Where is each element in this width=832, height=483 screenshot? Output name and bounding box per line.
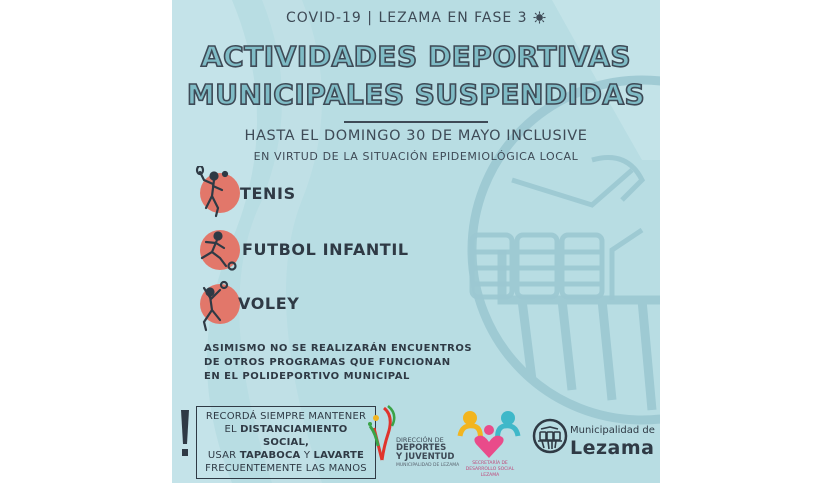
title-line-2: MUNICIPALES SUSPENDIDAS	[186, 78, 646, 111]
subtitle-secondary: EN VIRTUD DE LA SITUACIÓN EPIDEMIOLÓGICA LOCAL	[253, 150, 579, 163]
topline-text: COVID-19 | LEZAMA EN FASE 3	[285, 10, 528, 26]
deportes-juventud-logo-text: DIRECCIÓN DE DEPORTES Y JUVENTUD MUNICIPALIDAD DE LEZAMA	[396, 436, 460, 468]
tennis-player-icon	[194, 166, 234, 222]
activity-tenis-label: TENIS	[240, 184, 296, 203]
volleyball-player-icon	[194, 280, 234, 334]
title-divider	[344, 121, 488, 123]
desarrollo-social-logo-text: SECRETARÍA DE DESARROLLO SOCIAL LEZAMA	[465, 461, 515, 478]
reminder-line-2: EL DISTANCIAMIENTO SOCIAL,	[224, 424, 348, 448]
note-line-3: EN EL POLIDEPORTIVO MUNICIPAL	[204, 371, 410, 382]
soccer-player-icon	[194, 228, 238, 274]
reminder-distancing: DISTANCIAMIENTO SOCIAL,	[240, 424, 348, 448]
activity-futbol-label: FUTBOL INFANTIL	[242, 240, 409, 259]
additional-note	[204, 342, 504, 384]
exclamation-icon	[178, 408, 192, 460]
reminder-wash: LAVARTE	[313, 450, 365, 461]
virus-icon	[533, 11, 546, 28]
reminder-mask: TAPABOCA	[239, 450, 301, 461]
note-line-1: ASIMISMO NO SE REALIZARÁN ENCUENTROS	[204, 343, 473, 354]
municipalidad-seal-icon	[532, 418, 568, 454]
reminder-box	[196, 406, 376, 479]
title-line-1: ACTIVIDADES DEPORTIVAS	[200, 40, 632, 73]
municipalidad-name: Lezama	[570, 437, 655, 459]
subtitle: HASTA EL DOMINGO 30 DE MAYO INCLUSIVE	[244, 128, 588, 144]
topline	[172, 10, 660, 28]
reminder-line-1: RECORDÁ SIEMPRE MANTENER	[205, 411, 367, 422]
note-line-2: DE OTROS PROGRAMAS QUE FUNCIONAN	[204, 357, 451, 368]
reminder-line-4: FRECUENTEMENTE LAS MANOS	[205, 463, 367, 474]
reminder-line-3: USAR TAPABOCA Y LAVARTE	[207, 450, 365, 461]
covid-announcement-poster	[172, 0, 660, 483]
activity-voley-label: VOLEY	[238, 294, 300, 313]
deportes-juventud-logo-icon	[368, 404, 398, 462]
desarrollo-social-logo-icon	[456, 404, 522, 460]
municipalidad-label: Municipalidad de	[570, 425, 655, 436]
